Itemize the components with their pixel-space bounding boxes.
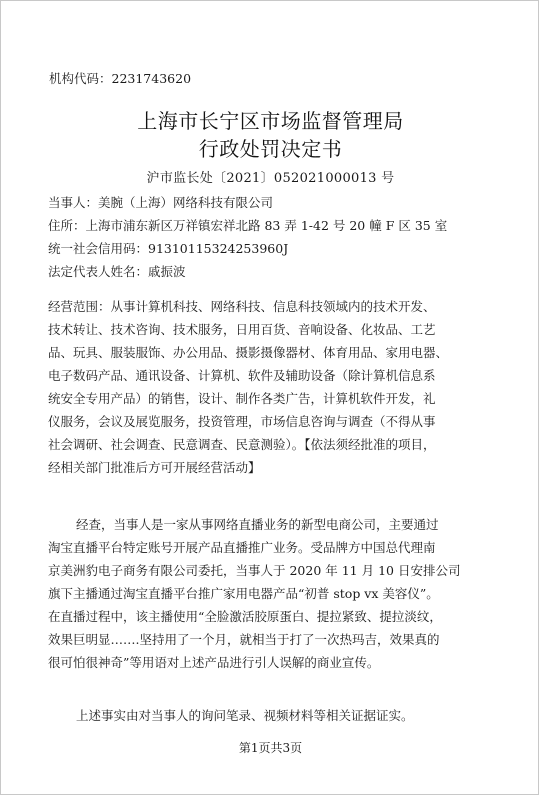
org-code: 机构代码：2231743620 <box>49 71 192 86</box>
findings-line: 很可怕很神奇”等用语对上述产品进行引人误解的商业宣传。 <box>48 655 380 670</box>
scope-line: 品、玩具、服装服饰、办公用品、摄影摄像器材、体育用品、家用电器、 <box>48 345 449 360</box>
scope-line: 社会调研、社会调查、民意调查、民意测验）。【依法须经批准的项目， <box>48 437 436 452</box>
findings-line: 旗下主播通过淘宝直播平台推广家用电器产品“初普 stop vx 美容仪”。 <box>48 586 439 601</box>
findings-line: 效果巨明显…….坚持用了一个月，就相当于打了一次热玛吉，效果真的 <box>48 632 440 647</box>
findings-line: 在直播过程中，该主播使用“全脸激活胶原蛋白、提拉紧致、提拉淡纹， <box>48 609 442 624</box>
scope-line: 电子数码产品、通讯设备、计算机、软件及辅助设备（除计算机信息系 <box>48 368 436 383</box>
findings-line: 京美洲豹电子商务有限公司委托，当事人于 2020 年 11 月 10 日安排公司 <box>48 563 461 578</box>
party-credit-code: 统一社会信用码：91310115324253960J <box>48 241 289 256</box>
document-title-type: 行政处罚决定书 <box>198 137 343 161</box>
case-findings <box>48 513 498 674</box>
findings-line: 经查，当事人是一家从事网络直播业务的新型电商公司，主要通过 <box>76 517 439 532</box>
page-number: 第1页共3页 <box>238 741 303 755</box>
findings-line: 淘宝直播平台特定账号开展产品直播推广业务。受品牌方中国总代理南 <box>48 540 436 555</box>
scope-line: 经营范围：从事计算机科技、网络科技、信息科技领域内的技术开发、 <box>48 299 436 314</box>
scope-line: 经相关部门批准后方可开展经营活动】 <box>48 460 261 475</box>
document-number: 沪市监长处〔2021〕052021000013 号 <box>146 171 395 186</box>
scope-line: 仪服务，会议及展览服务，投资管理，市场信息咨询与调查（不得从事 <box>48 414 436 429</box>
scope-line: 技术转让、技术咨询、技术服务，日用百货、音响设备、化妆品、工艺 <box>48 322 436 337</box>
evidence-line: 上述事实由对当事人的询问笔录、视频材料等相关证据证实。 <box>76 708 414 723</box>
party-address: 住所：上海市浦东新区万祥镇宏祥北路 83 弄 1-42 号 20 幢 F 区 35 室 <box>48 218 448 233</box>
evidence-statement <box>48 704 498 727</box>
party-legal-rep: 法定代表人姓名：戚振波 <box>48 264 186 279</box>
business-scope <box>48 295 498 479</box>
party-name: 当事人：美腕（上海）网络科技有限公司 <box>48 195 274 210</box>
document-title-authority: 上海市长宁区市场监督管理局 <box>137 109 404 133</box>
scope-line: 统安全专用产品）的销售，设计、制作各类广告，计算机软件开发，礼 <box>48 391 436 406</box>
party-info <box>48 191 498 283</box>
